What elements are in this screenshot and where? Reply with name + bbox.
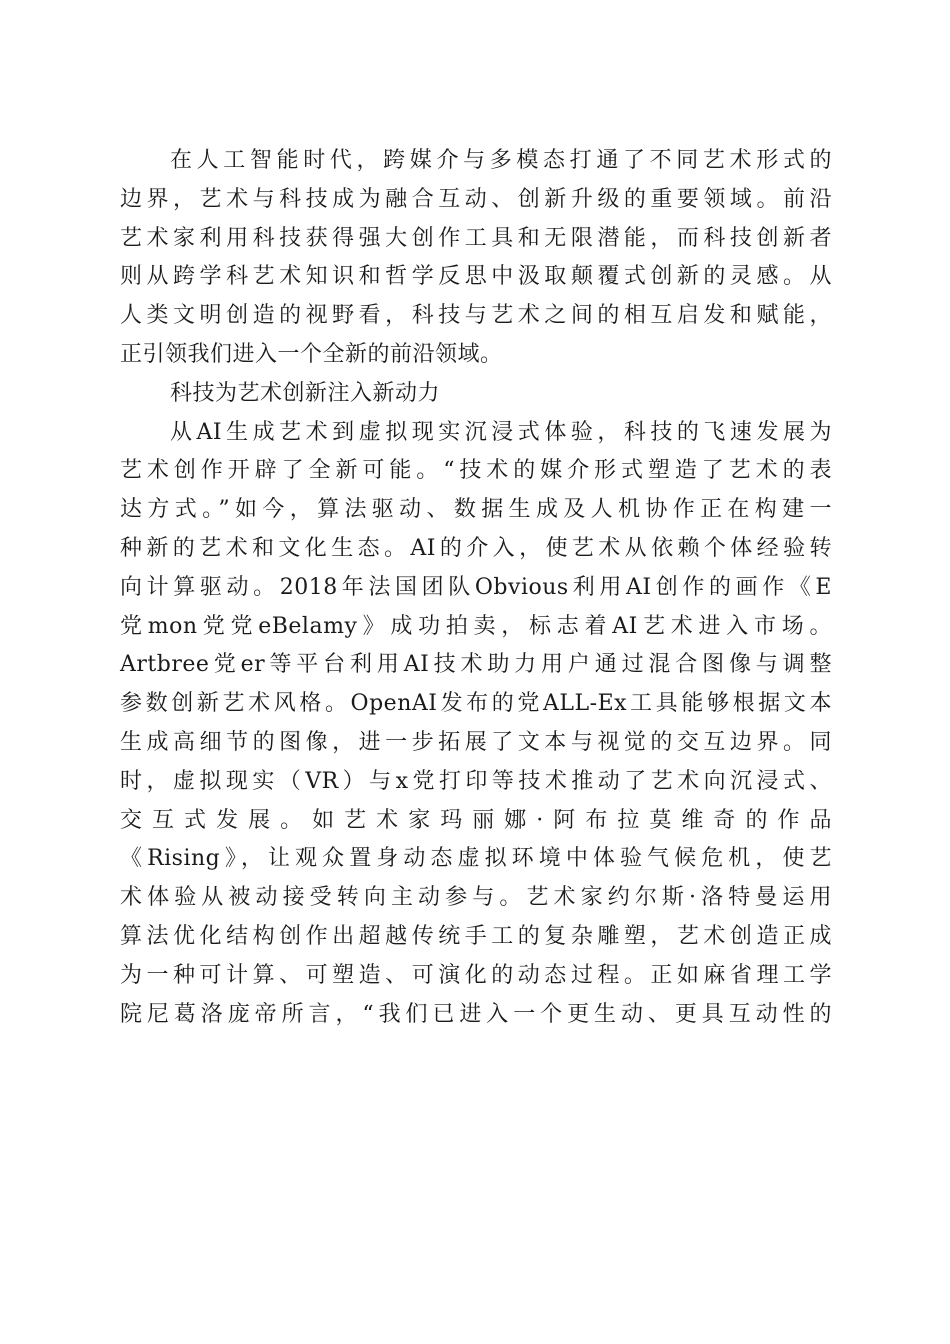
text-line: 艺术创作开辟了全新可能。“技术的媒介形式塑造了艺术的表 (120, 458, 832, 484)
text-line: 参数创新艺术风格。OpenAI发布的党ALL-Ex工具能够根据文本 (120, 691, 832, 717)
text-line: 生成高细节的图像，进一步拓展了文本与视觉的交互边界。同 (120, 729, 832, 755)
text-line: 向计算驱动。2018年法国团队Obvious利用AI创作的画作《E (120, 574, 832, 600)
text-line: 种新的艺术和文化生态。AI的介入，使艺术从依赖个体经验转 (120, 535, 832, 561)
text-line: 人类文明创造的视野看，科技与艺术之间的相互启发和赋能， (120, 303, 832, 329)
text-line: 时，虚拟现实（VR）与x党打印等技术推动了艺术向沉浸式、 (120, 768, 832, 794)
text-line: 《Rising》，让观众置身动态虚拟环境中体验气候危机，使艺 (120, 846, 832, 872)
text-line: 艺术家利用科技获得强大创作工具和无限潜能，而科技创新者 (120, 225, 832, 251)
text-line: 算法优化结构创作出超越传统手工的复杂雕塑，艺术创造正成 (120, 923, 832, 949)
text-line: 则从跨学科艺术知识和哲学反思中汲取颠覆式创新的灵感。从 (120, 264, 832, 290)
paragraph-first-line: 科技为艺术创新注入新动力 (170, 380, 441, 406)
text-line: 边界，艺术与科技成为融合互动、创新升级的重要领域。前沿 (120, 186, 832, 212)
text-line: 术体验从被动接受转向主动参与。艺术家约尔斯·洛特曼运用 (120, 885, 832, 911)
text-line: Artbree党er等平台利用AI技术助力用户通过混合图像与调整 (120, 652, 832, 678)
text-line: 党mon党党eBelamy》成功拍卖，标志着AI艺术进入市场。 (120, 613, 832, 639)
text-line: 达方式。”如今，算法驱动、数据生成及人机协作正在构建一 (120, 497, 832, 523)
text-line: 交互式发展。如艺术家玛丽娜·阿布拉莫维奇的作品 (120, 807, 832, 833)
paragraph-first-line: 在人工智能时代，跨媒介与多模态打通了不同艺术形式的 (170, 148, 832, 173)
paragraph-first-line: 从AI生成艺术到虚拟现实沉浸式体验，科技的飞速发展为 (170, 419, 832, 445)
text-line: 院尼葛洛庞帝所言，“我们已进入一个更生动、更具互动性的 (120, 1001, 832, 1027)
article-body (120, 142, 832, 1034)
text-line: 为一种可计算、可塑造、可演化的动态过程。正如麻省理工学 (120, 962, 832, 988)
text-line: 正引领我们进入一个全新的前沿领域。 (120, 341, 503, 367)
